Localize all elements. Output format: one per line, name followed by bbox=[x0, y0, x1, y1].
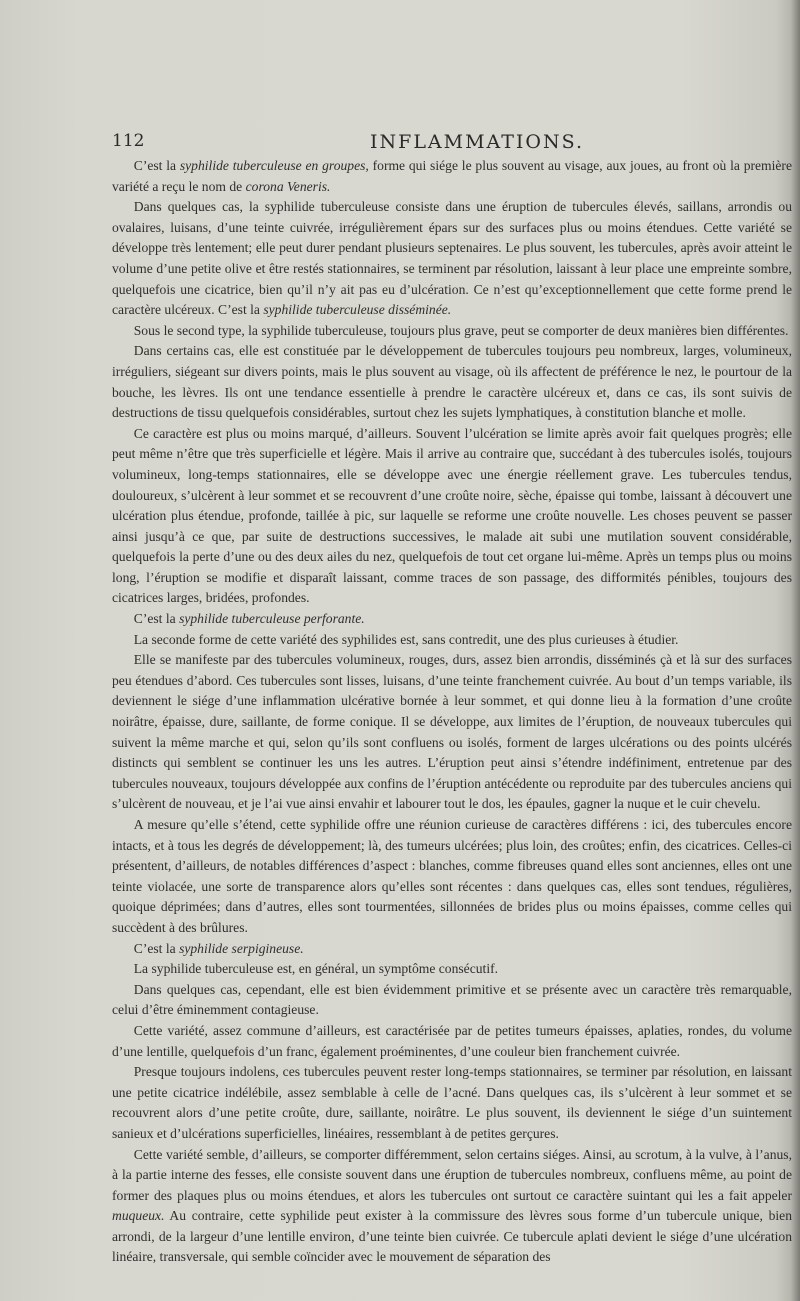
text-run: Cette variété semble, d’ailleurs, se comporter différemment, selon certains siéges. Ainsi, au scrotum, à la vulve, à l’anus, à la partie interne des fesses, elle consiste souvent dans une éruption de tubercules nombreux, confluens même, au point de former des plaques plus ou moins étendues, et alors les tubercules ont surtout ce caractère suintant qui les a fait appeler bbox=[112, 1146, 792, 1203]
page-number: 112 bbox=[112, 131, 145, 151]
paragraph bbox=[112, 1021, 792, 1062]
text-run: La syphilide tuberculeuse est, en général, un symptôme consécutif. bbox=[133, 961, 499, 977]
page-edge-shadow bbox=[791, 0, 800, 1301]
italic-term: syphilide tuberculeuse disséminée. bbox=[263, 302, 452, 318]
paragraph bbox=[112, 609, 792, 630]
italic-term: syphilide tuberculeuse perforante. bbox=[179, 611, 365, 627]
text-run: C’est la bbox=[133, 611, 180, 627]
paragraph bbox=[112, 939, 792, 960]
text-run: Elle se manifeste par des tubercules volumineux, rouges, durs, assez bien arrondis, disséminés çà et là sur des surfaces peu étendues d’abord. Ces tubercules sont lisses, luisans, d’une teinte franchement cuivrée. Au bout d’un temps variable, ils deviennent le siége d’une inflammation ulcérative bornée à leur sommet, et qui donne lieu à la formation d’une croûte noirâtre, épaisse, dure, saillante, de forme conique. Il se développe, aux limites de l’éruption, de nouveaux tubercules qui suivent la même marche et qui, selon qu’ils sont confluens ou isolés, forment de larges ulcérations ou des points ulcérés distincts qui semblent se continuer les uns les autres. L’éruption peut ainsi s’étendre indéfiniment, entretenue par des tubercules nouveaux, toujours développée aux confins de l’éruption antécédente ou reproduite par des tubercules anciens qui s’ulcèrent de nouveau, et je l’ai vue ainsi envahir et labourer tout le dos, les épaules, gagner la nuque et le cuir chevelu. bbox=[112, 652, 792, 812]
paragraph bbox=[112, 650, 792, 815]
text-run: Cette variété, assez commune d’ailleurs, est caractérisée par de petites tumeurs épaisses, aplaties, rondes, du volume d’une lentille, quelquefois d’un franc, également proéminentes, d’une couleur bien franchement cuivrée. bbox=[112, 1022, 792, 1059]
paragraph bbox=[112, 1145, 792, 1269]
text-run: Dans certains cas, elle est constituée par le développement de tubercules toujours peu nombreux, larges, volumineux, irréguliers, siégeant sur divers points, mais le plus souvent au visage, où ils affectent de préférence le nez, le pourtour de la bouche, les lèvres. Ils ont une tendance essentielle à prendre le caractère ulcéreux et, dans ce cas, ils sont suivis de destructions de tissu quelquefois considérables, surtout chez les sujets lymphatiques, à constitution blanche et molle. bbox=[112, 343, 792, 421]
text-run: Presque toujours indolens, ces tubercules peuvent rester long-temps stationnaires, se terminer par résolution, en laissant une petite cicatrice indélébile, assez semblable à celle de l’acné. Dans quelques cas, ils s’ulcèrent à leur sommet et se recouvrent alors d’une petite croûte, dure, saillante, noirâtre. Le plus souvent, ils deviennent le siége d’un suintement sanieux et d’ulcérations superficielles, linéaires, ressemblant à de petites gerçures. bbox=[112, 1064, 792, 1141]
paragraph bbox=[112, 197, 792, 321]
text-run: Au contraire, cette syphilide peut exister à la commissure des lèvres sous forme d’un tubercule unique, bien arrondi, de la largeur d’une lentille environ, d’une teinte bien cuivrée. Ce tubercule aplati devient le siége d’une ulcération linéaire, transversale, qui semble coïncider avec le mouvement de séparation des bbox=[112, 1208, 792, 1265]
paragraph bbox=[112, 1062, 792, 1144]
text-run: forme qui siége le plus souvent au visage, aux joues, au front où la première variété a reçu le nom de bbox=[112, 158, 792, 194]
paragraph bbox=[112, 341, 792, 423]
text-run: Dans quelques cas, la syphilide tuberculeuse consiste dans une éruption de tubercules élevés, saillans, arrondis ou ovalaires, luisans, d’une teinte cuivrée, irrégulièrement épars sur des surfaces plus ou moins étendues. Cette variété se développe très lentement; elle peut durer pendant plusieurs septenaires. Le plus souvent, les tubercules, après avoir atteint le volume d’une petite olive et être restés stationnaires, se terminent par résolution, laissant à leur place une empreinte sombre, quelquefois une cicatrice, bien qu’il n’y ait pas eu d’ulcération. Ce n’est qu’exceptionnellement que cette forme prend le caractère ulcéreux. C’est la bbox=[112, 199, 792, 318]
italic-term: syphilide serpigineuse. bbox=[179, 940, 304, 956]
text-run: Ce caractère est plus ou moins marqué, d’ailleurs. Souvent l’ulcération se limite après avoir fait quelques progrès; elle peut même n’être que très superficielle et légère. Mais il arrive au contraire que, succédant à des tubercules isolés, toujours volumineux, long-temps stationnaires, elle se développe avec une énergie réellement grave. Les tubercules tendus, douloureux, s’ulcèrent à leur sommet et se recouvrent d’une croûte noire, sèche, épaisse qui tombe, laissant à découvert une ulcération plus étendue, profonde, taillée à pic, sur laquelle se reforme une croûte nouvelle. Les choses peuvent se passer ainsi jusqu’à ce que, par suite de destructions successives, le malade ait subi une mutilation souvent considérable, quelquefois la perte d’une ou des deux ailes du nez, quelquefois de tout cet organe lui-même. Après un temps plus ou moins long, l’éruption se modifie et disparaît laissant, comme traces de son passage, des difformités pénibles, toujours des cicatrices larges, bridées, profondes. bbox=[112, 425, 792, 606]
page-header bbox=[112, 131, 792, 157]
text-run: C’est la bbox=[133, 940, 180, 956]
running-title: INFLAMMATIONS. bbox=[370, 131, 585, 153]
text-run: A mesure qu’elle s’étend, cette syphilide offre une réunion curieuse de caractères différens : ici, des tubercules encore intacts, et à tous les degrés de développement; là, des tumeurs ulcérées; plus loin, des croûtes; enfin, des cicatrices. Celles-ci présentent, d’ailleurs, de notables différences d’aspect : blanches, comme fibreuses quand elles sont anciennes, elles ont une teinte violacée, une sorte de transparence alors qu’elles sont récentes : dans quelques cas, elles sont tendues, régulières, quoique déprimées; dans d’autres, elles sont tourmentées, sillonnées de brides plus ou moins épaisses, comme celles qui succèdent à des brûlures. bbox=[112, 817, 792, 935]
paragraph bbox=[112, 156, 792, 197]
text-run: La seconde forme de cette variété des syphilides est, sans contredit, une des plus curieuses à étudier. bbox=[133, 631, 679, 647]
text-run: Dans quelques cas, cependant, elle est bien évidemment primitive et se présente avec un caractère très remarquable, celui d’être éminemment contagieuse. bbox=[112, 981, 792, 1018]
paragraph bbox=[112, 630, 792, 651]
paragraph bbox=[112, 980, 792, 1021]
paragraph bbox=[112, 959, 792, 980]
paragraph bbox=[112, 815, 792, 939]
body-text bbox=[112, 156, 792, 1268]
italic-term: muqueux. bbox=[112, 1208, 165, 1224]
text-run: Sous le second type, la syphilide tuberculeuse, toujours plus grave, peut se comporter de deux manières bien différentes. bbox=[133, 322, 789, 338]
paragraph bbox=[112, 424, 792, 609]
italic-term: corona Veneris. bbox=[245, 178, 331, 194]
text-run: C’est la bbox=[133, 158, 180, 173]
italic-term: syphilide tuberculeuse en groupes, bbox=[179, 158, 369, 173]
paragraph bbox=[112, 321, 792, 342]
